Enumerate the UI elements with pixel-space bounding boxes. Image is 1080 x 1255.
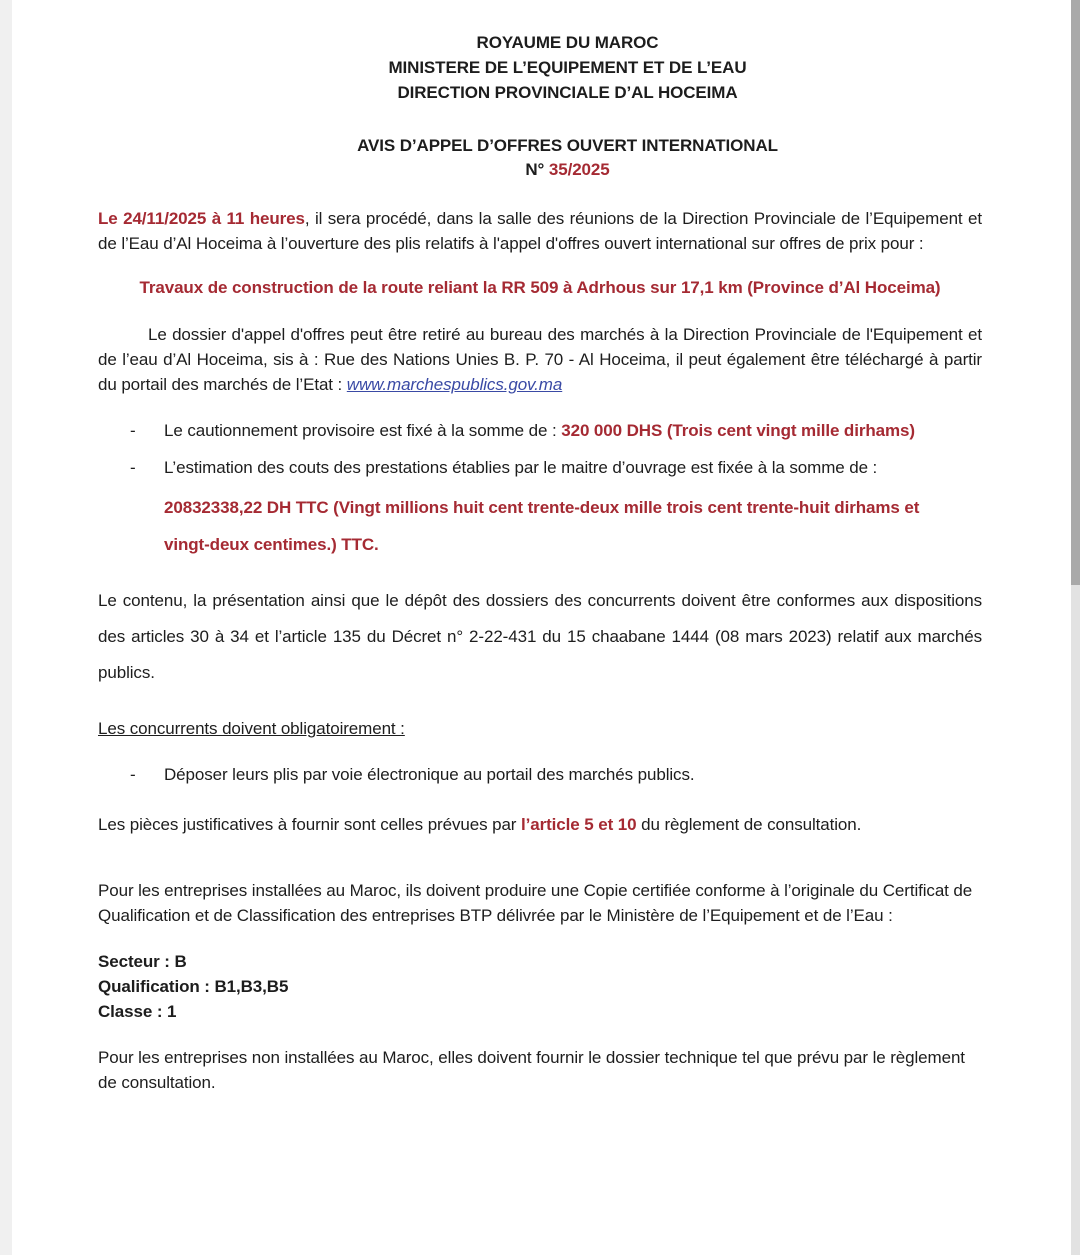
- caution-bullet: [98, 418, 982, 443]
- caution-amount: 320 000 DHS (Trois cent vingt mille dirhams): [561, 421, 915, 440]
- document-header: [153, 30, 982, 182]
- dossier-text: Le dossier d'appel d'offres peut être retiré au bureau des marchés à la Direction Provinciale de l'Equipement et de l’eau d’Al Hoceima, sis à : Rue des Nations Unies B. P. 70 - Al Hoceima, il peut également être téléchargé à partir du portail des marchés de l’Etat :: [98, 325, 982, 394]
- opening-paragraph: [98, 206, 982, 256]
- pieces-text-start: Les pièces justificatives à fournir sont celles prévues par: [98, 815, 521, 834]
- conditions-list: [98, 418, 982, 480]
- notice-title: AVIS D’APPEL D’OFFRES OUVERT INTERNATIONAL: [357, 136, 778, 155]
- decret-paragraph: Le contenu, la présentation ainsi que le dépôt des dossiers des concurrents doivent être conformes aux dispositions des articles 30 à 34 et l’article 135 du Décret n° 2-22-431 du 15 chaabane 1444 (08 mars 2023) relatif aux marchés publics.: [98, 591, 982, 682]
- page-right-edge-dark: [1071, 0, 1080, 585]
- caution-text-wrap: [164, 418, 982, 443]
- notice-number-prefix: N°: [525, 160, 549, 179]
- pieces-text-end: du règlement de consultation.: [636, 815, 862, 834]
- bullet-dash: -: [130, 765, 136, 784]
- direction-title: DIRECTION PROVINCIALE D’AL HOCEIMA: [397, 83, 738, 102]
- qualification-line: Qualification : B1,B3,B5: [98, 977, 289, 996]
- estimation-bullet: [98, 455, 982, 480]
- bullet-dash: -: [130, 458, 136, 477]
- opening-date: Le 24/11/2025 à 11 heures: [98, 209, 305, 228]
- caution-text: Le cautionnement provisoire est fixé à la somme de :: [164, 421, 562, 440]
- pieces-articles: l’article 5 et 10: [521, 815, 637, 834]
- opening-text: , il sera procédé, dans la salle des réunions de la Direction Provinciale de l’Equipement et de l’Eau d’Al Hoceima à l’ouverture des plis relatifs à l'appel d'offres ouvert international sur offres de prix pour :: [98, 209, 982, 253]
- depot-bullet: [98, 762, 982, 787]
- obligations-heading: Les concurrents doivent obligatoirement :: [98, 719, 405, 738]
- marches-publics-link[interactable]: www.marchespublics.gov.ma: [346, 375, 563, 394]
- classe-line: Classe : 1: [98, 1002, 177, 1021]
- tender-object-title: Travaux de construction de la route reliant la RR 509 à Adrhous sur 17,1 km (Province d’Al Hoceima): [139, 278, 941, 297]
- pieces-paragraph: [98, 812, 982, 837]
- depot-text: Déposer leurs plis par voie électronique au portail des marchés publics.: [164, 765, 695, 784]
- bullet-dash: -: [130, 421, 136, 440]
- entreprises-maroc-paragraph: Pour les entreprises installées au Maroc, ils doivent produire une Copie certifiée conforme à l’originale du Certificat de Qualification et de Classification des entreprises BTP délivrée par le Ministère de l’Equipement et de l’Eau :: [98, 881, 973, 925]
- notice-number-value: 35/2025: [548, 160, 610, 179]
- entreprises-non-maroc-paragraph: Pour les entreprises non installées au Maroc, elles doivent fournir le dossier technique tel que prévu par le règlement de consultation.: [98, 1048, 965, 1092]
- qualification-block: [98, 949, 982, 1024]
- document-page: [98, 0, 982, 1095]
- estimation-text: L’estimation des couts des prestations établies par le maitre d’ouvrage est fixée à la somme de :: [164, 458, 878, 477]
- kingdom-title: ROYAUME DU MAROC: [476, 33, 659, 52]
- page-right-edge-light: [1071, 585, 1080, 1255]
- notice-number: [153, 158, 982, 182]
- secteur-line: Secteur : B: [98, 952, 187, 971]
- estimation-amount: 20832338,22 DH TTC (Vingt millions huit cent trente-deux mille trois cent trente-huit dirhams et vingt-deux centimes.) TTC.: [164, 498, 920, 554]
- ministry-title: MINISTERE DE L’EQUIPEMENT ET DE L’EAU: [388, 58, 747, 77]
- page-left-edge: [0, 0, 12, 1255]
- dossier-paragraph: [98, 322, 982, 397]
